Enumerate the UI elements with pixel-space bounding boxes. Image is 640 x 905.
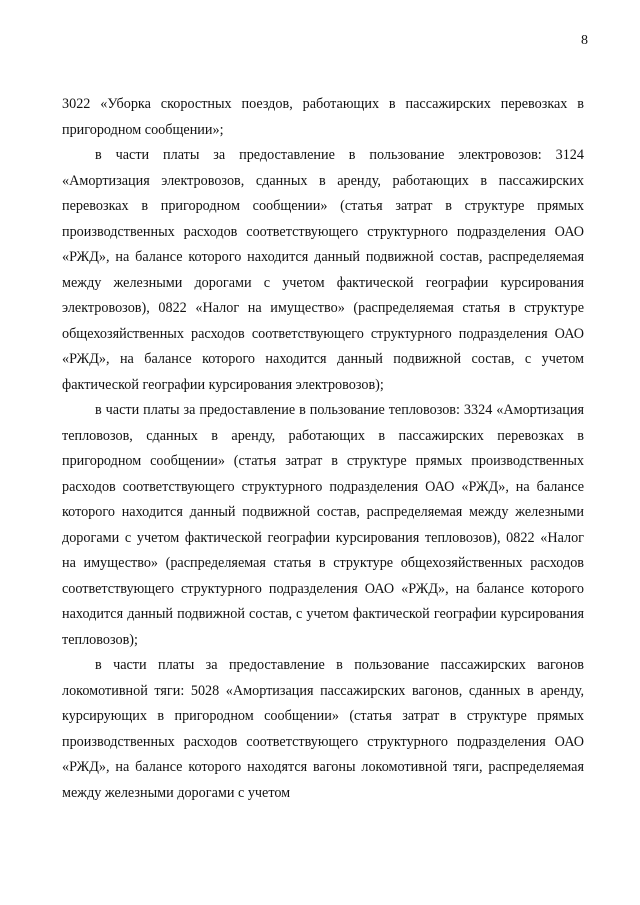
- paragraph-uborka: 3022 «Уборка скоростных поездов, работающих в пассажирских перевозках в пригородном сообщении»;: [62, 96, 584, 138]
- paragraph-passazhirskie-vagony: в части платы за предоставление в пользование пассажирских вагонов локомотивной тяги: 5028 «Амортизация пассажирских вагонов, сданных в аренду, курсирующих в пригородном сообщении» (статья затрат в структуре прямых производственных расходов соответствующего структурного подразделения ОАО «РЖД», на балансе которого находятся вагоны локомотивной тяги, распределяемая между железными дорогами с учетом: [62, 657, 584, 801]
- document-body: [62, 92, 584, 806]
- paragraph-elektrovozy: в части платы за предоставление в пользование электровозов: 3124 «Амортизация электровозов, сданных в аренду, работающих в пассажирских перевозках в пригородном сообщении» (статья затрат в структуре прямых производственных расходов соответствующего структурного подразделения ОАО «РЖД», на балансе которого находится данный подвижной состав, распределяемая между железными дорогами с учетом фактической географии курсирования электровозов), 0822 «Налог на имущество» (распределяемая статья в структуре общехозяйственных расходов соответствующего структурного подразделения ОАО «РЖД», на балансе которого находится данный подвижной состав, с учетом фактической географии курсирования электровозов);: [62, 147, 584, 393]
- paragraph-teplovozy: в части платы за предоставление в пользование тепловозов: 3324 «Амортизация тепловозов, сданных в аренду, работающих в пассажирских перевозках в пригородном сообщении» (статья затрат в структуре прямых производственных расходов соответствующего структурного подразделения ОАО «РЖД», на балансе которого находится данный подвижной состав, распределяемая между железными дорогами с учетом фактической географии курсирования тепловозов), 0822 «Налог на имущество» (распределяемая статья в структуре общехозяйственных расходов соответствующего структурного подразделения ОАО «РЖД», на балансе которого находится данный подвижной состав, с учетом фактической географии курсирования тепловозов);: [62, 402, 584, 648]
- page-number: 8: [581, 33, 588, 48]
